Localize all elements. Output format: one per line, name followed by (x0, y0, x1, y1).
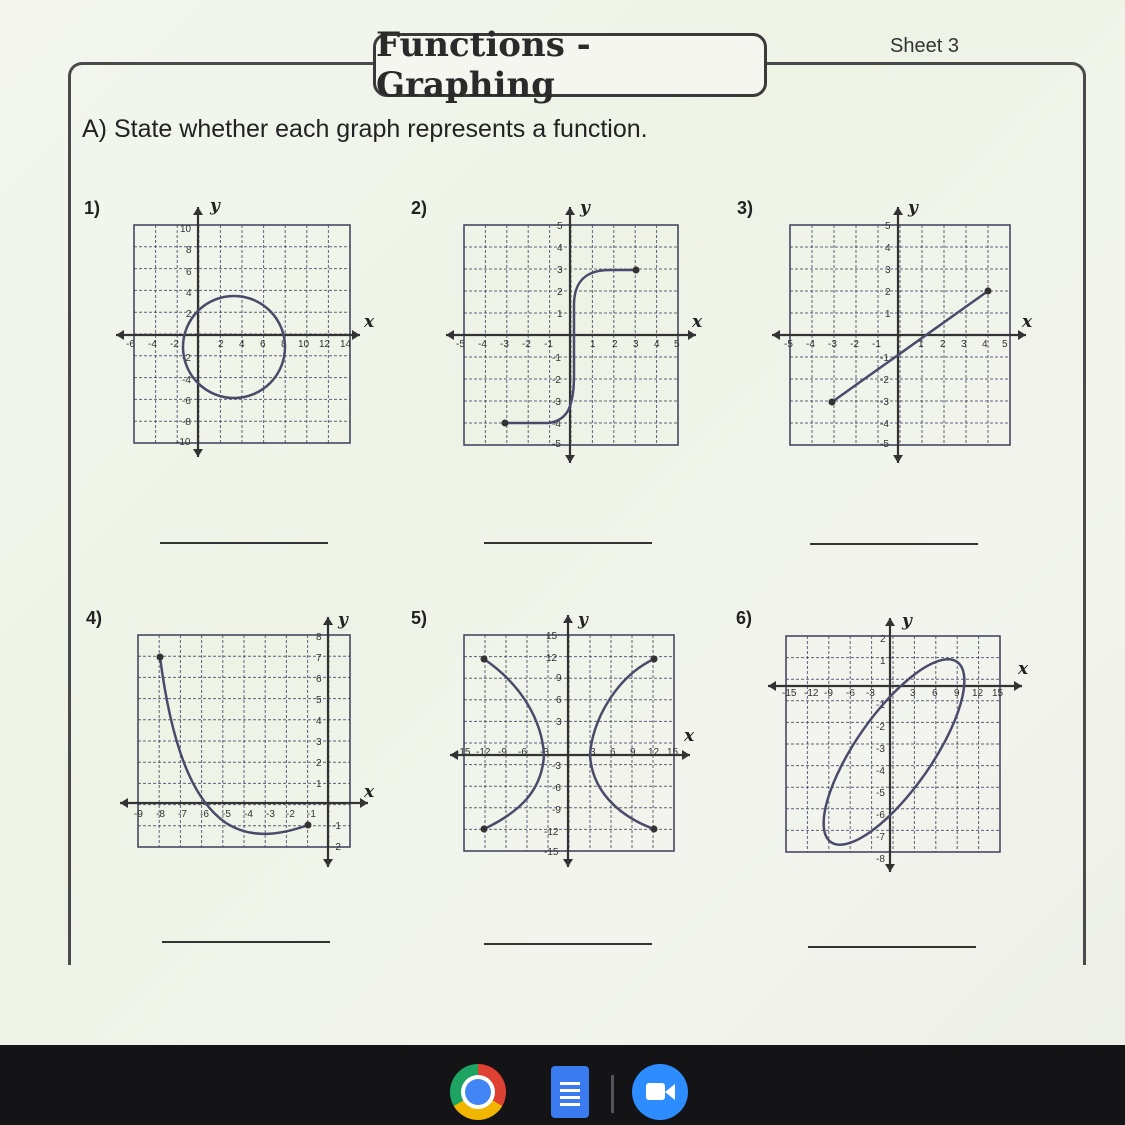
y-axis-label: y (908, 198, 918, 218)
answer-line-6[interactable] (808, 946, 976, 948)
tick-label: 2 (880, 634, 886, 645)
tick-label: -3 (828, 339, 837, 350)
tick-label: 1 (590, 339, 596, 350)
tick-label: -7 (876, 832, 885, 843)
tick-label: -7 (178, 809, 187, 820)
tick-label: 7 (316, 653, 322, 664)
tick-label: -6 (200, 809, 209, 820)
tick-label: -6 (126, 339, 135, 350)
worksheet-title: Functions - Graphing (373, 33, 767, 97)
tick-label: -8 (876, 854, 885, 865)
tick-label: -9 (498, 747, 507, 758)
graph-4 (116, 605, 386, 875)
tick-label: 10 (298, 339, 310, 350)
tick-label: -3 (552, 761, 561, 772)
tick-label: -6 (876, 810, 885, 821)
tick-label: 14 (340, 339, 352, 350)
tick-label: 15 (546, 631, 558, 642)
tick-label: -2 (880, 375, 889, 386)
graph-6 (764, 610, 1034, 880)
tick-label: 9 (954, 688, 960, 699)
tick-label: -4 (552, 419, 561, 430)
tick-label: 6 (610, 747, 616, 758)
chrome-icon[interactable] (450, 1064, 506, 1120)
tick-label: 3 (910, 688, 916, 699)
graph-2 (440, 195, 710, 470)
tick-label: 2 (940, 339, 946, 350)
endpoint (157, 654, 164, 661)
tick-label: 1 (880, 656, 886, 667)
tick-label: 8 (316, 632, 322, 643)
tick-label: 5 (1002, 339, 1008, 350)
instruction-text: A) State whether each graph represents a function. (82, 115, 648, 143)
problem-5-number: 5) (411, 608, 428, 628)
tick-label: 10 (180, 224, 192, 235)
tick-label: -2 (182, 353, 191, 364)
axis-arrows (768, 618, 1022, 872)
y-axis-label: y (580, 198, 590, 218)
x-axis-label: x (364, 782, 375, 802)
tick-label: 5 (885, 221, 891, 232)
tick-label: -5 (880, 439, 889, 450)
endpoint (481, 826, 488, 833)
x-axis-label: x (684, 726, 695, 746)
x-axis-label: x (692, 312, 703, 332)
tick-label: -10 (176, 437, 191, 448)
taskbar-divider (611, 1075, 614, 1113)
tick-label: 2 (557, 287, 563, 298)
tick-label: 1 (885, 309, 891, 320)
sheet-label: Sheet 3 (890, 35, 959, 57)
tick-label: 2 (885, 287, 891, 298)
tick-label: -9 (552, 805, 561, 816)
google-docs-icon[interactable] (551, 1066, 589, 1118)
tick-label: -5 (222, 809, 231, 820)
problem-6-number: 6) (736, 608, 753, 628)
tick-label: -1 (332, 821, 341, 832)
tick-label: -15 (782, 688, 797, 699)
tick-label: -2 (170, 339, 179, 350)
tick-label: 3 (590, 747, 596, 758)
tick-label: 3 (556, 717, 562, 728)
y-axis-label: y (902, 611, 912, 631)
tick-label: 3 (316, 737, 322, 748)
tick-label: -12 (544, 827, 559, 838)
tick-label: -4 (806, 339, 815, 350)
tick-label: -3 (500, 339, 509, 350)
endpoint (633, 267, 640, 274)
tick-label: 12 (546, 653, 558, 664)
endpoint (305, 822, 312, 829)
problem-2-number: 2) (411, 198, 428, 218)
tick-label: -1 (307, 809, 316, 820)
tick-label: -1 (880, 353, 889, 364)
tick-label: -4 (880, 419, 889, 430)
tick-label: 1 (918, 339, 924, 350)
tick-label: 8 (186, 245, 192, 256)
graph-5-hyperbola-right (590, 659, 654, 829)
tick-label: 6 (932, 688, 938, 699)
tick-label: -2 (876, 722, 885, 733)
tick-label: 6 (556, 695, 562, 706)
endpoint (651, 656, 658, 663)
tick-label: -1 (544, 339, 553, 350)
tick-label: 4 (654, 339, 660, 350)
answer-line-4[interactable] (162, 941, 330, 943)
answer-line-3[interactable] (810, 543, 978, 545)
endpoint (829, 399, 836, 406)
tick-label: -1 (876, 700, 885, 711)
graph-3 (768, 195, 1038, 470)
tick-label: -2 (522, 339, 531, 350)
tick-label: 6 (316, 674, 322, 685)
tick-label: -3 (540, 747, 549, 758)
graph-6-grid (786, 636, 1000, 852)
tick-label: 2 (186, 309, 192, 320)
problem-3-number: 3) (737, 198, 754, 218)
tick-label: 12 (319, 339, 331, 350)
graph-1 (110, 195, 380, 470)
tick-label: 6 (260, 339, 266, 350)
tick-label: 4 (186, 288, 192, 299)
tick-label: 3 (885, 265, 891, 276)
x-axis-label: x (1018, 659, 1029, 679)
answer-line-1[interactable] (160, 542, 328, 544)
tick-label: 15 (992, 688, 1004, 699)
tick-label: 1 (557, 309, 563, 320)
tick-label: -6 (552, 783, 561, 794)
tick-label: -1 (552, 353, 561, 364)
tick-label: -3 (552, 397, 561, 408)
tick-label: -9 (824, 688, 833, 699)
answer-line-5[interactable] (484, 943, 652, 945)
tick-label: 4 (316, 716, 322, 727)
zoom-icon[interactable] (632, 1064, 688, 1120)
tick-label: 15 (667, 747, 679, 758)
tick-label: -5 (552, 439, 561, 450)
tick-label: -9 (134, 809, 143, 820)
endpoint (502, 420, 509, 427)
tick-label: -8 (156, 809, 165, 820)
tick-label: -4 (182, 375, 191, 386)
tick-label: 5 (316, 695, 322, 706)
tick-label: -6 (518, 747, 527, 758)
graph-5-hyperbola-left (484, 659, 544, 829)
tick-label: -4 (478, 339, 487, 350)
tick-label: -3 (866, 688, 875, 699)
tick-label: -1 (872, 339, 881, 350)
tick-label: -15 (456, 747, 471, 758)
endpoint (651, 826, 658, 833)
tick-label: -8 (182, 417, 191, 428)
tick-label: 9 (556, 673, 562, 684)
endpoint (985, 288, 992, 295)
tick-label: -2 (286, 809, 295, 820)
tick-label: -12 (476, 747, 491, 758)
tick-label: -2 (850, 339, 859, 350)
graph-5 (440, 605, 710, 875)
tick-label: -6 (182, 396, 191, 407)
y-axis-label: y (578, 610, 588, 630)
tick-label: 4 (239, 339, 245, 350)
tick-label: 12 (648, 747, 660, 758)
tick-label: 12 (972, 688, 984, 699)
tick-label: -4 (148, 339, 157, 350)
y-axis-label: y (338, 610, 348, 630)
tick-label: 3 (633, 339, 639, 350)
tick-label: -12 (804, 688, 819, 699)
tick-label: -5 (876, 788, 885, 799)
axis-arrows (116, 207, 360, 457)
x-axis-label: x (1022, 312, 1033, 332)
tick-label: -2 (332, 842, 341, 853)
tick-label: 6 (186, 267, 192, 278)
endpoint (481, 656, 488, 663)
tick-label: 4 (982, 339, 988, 350)
problem-1-number: 1) (84, 198, 101, 218)
tick-label: -5 (784, 339, 793, 350)
problem-4-number: 4) (86, 608, 103, 628)
answer-line-2[interactable] (484, 542, 652, 544)
tick-label: -3 (266, 809, 275, 820)
tick-label: -6 (846, 688, 855, 699)
tick-label: 4 (557, 243, 563, 254)
tick-label: -5 (456, 339, 465, 350)
tick-label: 1 (316, 779, 322, 790)
tick-label: 2 (316, 758, 322, 769)
tick-label: 2 (612, 339, 618, 350)
tick-label: 5 (674, 339, 680, 350)
tick-label: 8 (281, 339, 287, 350)
tick-label: 3 (961, 339, 967, 350)
tick-label: 2 (218, 339, 224, 350)
graph-4-parabola (160, 657, 308, 834)
tick-label: 3 (557, 265, 563, 276)
tick-label: 9 (630, 747, 636, 758)
tick-label: -2 (552, 375, 561, 386)
tick-label: -15 (544, 847, 559, 858)
tick-label: 5 (557, 221, 563, 232)
y-axis-label: y (210, 196, 220, 216)
tick-label: -3 (876, 744, 885, 755)
tick-label: -3 (880, 397, 889, 408)
x-axis-label: x (364, 312, 375, 332)
tick-label: -4 (876, 766, 885, 777)
tick-label: -4 (244, 809, 253, 820)
tick-label: 4 (885, 243, 891, 254)
